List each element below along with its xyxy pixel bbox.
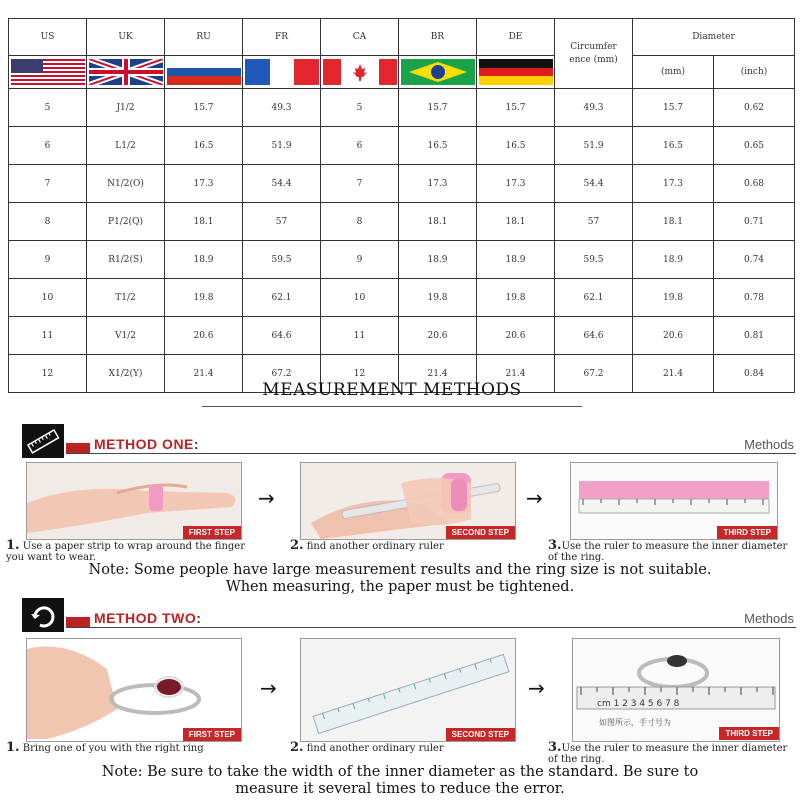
method-two-label: METHOD TWO (94, 610, 197, 626)
measurement-methods-title: MEASUREMENT METHODS (0, 380, 784, 407)
method-two-step1-image (26, 638, 242, 742)
table-cell: 0.81 (714, 317, 795, 355)
method-two-step3-image (572, 638, 780, 742)
table-cell: 6 (9, 127, 87, 165)
table-cell: 12 (321, 355, 399, 393)
table-cell: 49.3 (243, 89, 321, 127)
table-cell: 20.6 (633, 317, 714, 355)
table-cell: 18.9 (633, 241, 714, 279)
table-cell: 11 (9, 317, 87, 355)
method-two-step1-text: Bring one of you with the right ring (22, 743, 204, 754)
table-cell: 21.4 (165, 355, 243, 393)
table-row (9, 89, 795, 127)
ruler-caption: 如图所示，手寸号为 (599, 718, 671, 727)
table-cell: 18.1 (477, 203, 555, 241)
method-two-note: Note: Be sure to take the width of the inner diameter as the standard. Be sure to measure it several times to reduce the error. (101, 764, 699, 797)
table-cell: 7 (9, 165, 87, 203)
table-cell: X1/2(Y) (87, 355, 165, 393)
table-cell: 10 (9, 279, 87, 317)
table-row (9, 203, 795, 241)
table-cell: V1/2 (87, 317, 165, 355)
header-de: DE (477, 19, 555, 56)
fr-flag-icon (245, 59, 319, 85)
table-cell: 10 (321, 279, 399, 317)
table-cell: 5 (9, 89, 87, 127)
table-cell: 6 (321, 127, 399, 165)
ruler-icon (22, 424, 64, 458)
table-cell: 67.2 (555, 355, 633, 393)
table-cell: 18.1 (399, 203, 477, 241)
table-cell: 62.1 (243, 279, 321, 317)
table-cell: 18.9 (477, 241, 555, 279)
header-uk: UK (87, 19, 165, 56)
table-cell: 0.71 (714, 203, 795, 241)
header-us: US (9, 19, 87, 56)
method-one-step2-text: find another ordinary ruler (306, 541, 444, 552)
table-cell: 8 (9, 203, 87, 241)
ca-flag-icon (323, 59, 397, 85)
table-cell: 17.3 (477, 165, 555, 203)
table-cell: P1/2(Q) (87, 203, 165, 241)
table-cell: 62.1 (555, 279, 633, 317)
header-diameter: Diameter (633, 19, 795, 56)
table-cell: L1/2 (87, 127, 165, 165)
table-cell: 18.1 (165, 203, 243, 241)
table-cell: 18.9 (165, 241, 243, 279)
table-cell: 0.68 (714, 165, 795, 203)
method-one-step3-text: Use the ruler to measure the inner diameter of the ring. (548, 541, 788, 563)
step-tag: FIRST STEP (183, 728, 241, 741)
table-cell: 57 (243, 203, 321, 241)
step-tag: SECOND STEP (446, 526, 515, 539)
table-cell: 59.5 (555, 241, 633, 279)
table-cell: 15.7 (165, 89, 243, 127)
method-one-header: METHOD ONE: Methods (10, 424, 796, 458)
table-cell: 16.5 (399, 127, 477, 165)
table-cell: 51.9 (555, 127, 633, 165)
table-row (9, 241, 795, 279)
table-cell: 0.62 (714, 89, 795, 127)
table-cell: 17.3 (633, 165, 714, 203)
table-cell: 0.74 (714, 241, 795, 279)
table-cell: 20.6 (477, 317, 555, 355)
method-one-label: METHOD ONE (94, 436, 194, 452)
table-cell: 12 (9, 355, 87, 393)
table-cell: 18.9 (399, 241, 477, 279)
header-diameter-mm: (mm) (633, 56, 714, 89)
method-two-header: METHOD TWO: Methods (10, 598, 796, 632)
table-cell: 19.8 (399, 279, 477, 317)
br-flag-icon (401, 59, 475, 85)
method-one-step1-text: Use a paper strip to wrap around the finger you want to wear. (6, 541, 246, 563)
table-cell: 20.6 (165, 317, 243, 355)
step-number: 1. (6, 538, 20, 553)
method-two-step2-image (300, 638, 516, 742)
method-one-step3-image (570, 462, 778, 540)
accent-bar (66, 443, 90, 453)
table-cell: 16.5 (633, 127, 714, 165)
method-one-step2-image (300, 462, 516, 540)
step-tag: SECOND STEP (446, 728, 515, 741)
table-cell: 19.8 (477, 279, 555, 317)
table-cell: 51.9 (243, 127, 321, 165)
table-cell: 67.2 (243, 355, 321, 393)
ruler-scale: cm 1 2 3 4 5 6 7 8 (597, 699, 680, 709)
arrow-right-icon: → (258, 486, 275, 510)
header-ru: RU (165, 19, 243, 56)
ring-size-table (8, 18, 795, 393)
table-cell: 54.4 (555, 165, 633, 203)
accent-bar (66, 617, 90, 627)
header-ca: CA (321, 19, 399, 56)
step-number: 3. (548, 740, 562, 755)
step-tag: THIRD STEP (717, 526, 777, 539)
arrow-right-icon: → (260, 676, 277, 700)
table-cell: 8 (321, 203, 399, 241)
table-cell: 16.5 (477, 127, 555, 165)
table-cell: R1/2(S) (87, 241, 165, 279)
table-cell: 7 (321, 165, 399, 203)
step-number: 2. (290, 538, 304, 553)
method-two-step2-text: find another ordinary ruler (306, 743, 444, 754)
table-row (9, 317, 795, 355)
table-cell: 15.7 (633, 89, 714, 127)
step-number: 2. (290, 740, 304, 755)
method-one-step1-image (26, 462, 242, 540)
refresh-icon (22, 598, 64, 632)
table-cell: 19.8 (165, 279, 243, 317)
table-cell: 0.65 (714, 127, 795, 165)
table-cell: 21.4 (477, 355, 555, 393)
table-cell: T1/2 (87, 279, 165, 317)
step-tag: THIRD STEP (719, 727, 779, 740)
table-cell: 0.78 (714, 279, 795, 317)
table-cell: 16.5 (165, 127, 243, 165)
header-br: BR (399, 19, 477, 56)
methods-label: Methods (744, 611, 794, 626)
header-diameter-inch: (inch) (714, 56, 795, 89)
table-row (9, 279, 795, 317)
arrow-right-icon: → (528, 676, 545, 700)
de-flag-icon (479, 59, 553, 85)
table-cell: 15.7 (477, 89, 555, 127)
table-cell: 54.4 (243, 165, 321, 203)
table-cell: 18.1 (633, 203, 714, 241)
step-number: 3. (548, 538, 562, 553)
table-cell: 64.6 (555, 317, 633, 355)
table-cell: 9 (9, 241, 87, 279)
table-cell: 49.3 (555, 89, 633, 127)
table-cell: 64.6 (243, 317, 321, 355)
arrow-right-icon: → (526, 486, 543, 510)
step-number: 1. (6, 740, 20, 755)
table-row (9, 127, 795, 165)
table-cell: 11 (321, 317, 399, 355)
header-fr: FR (243, 19, 321, 56)
table-cell: 17.3 (399, 165, 477, 203)
us-flag-icon (11, 59, 85, 85)
table-cell: 17.3 (165, 165, 243, 203)
table-cell: 15.7 (399, 89, 477, 127)
methods-label: Methods (744, 437, 794, 452)
table-cell: 20.6 (399, 317, 477, 355)
table-row (9, 165, 795, 203)
table-cell: N1/2(O) (87, 165, 165, 203)
ru-flag-icon (167, 59, 241, 85)
table-cell: 21.4 (399, 355, 477, 393)
table-cell: 59.5 (243, 241, 321, 279)
table-cell: 0.84 (714, 355, 795, 393)
header-circumference: Circumfer ence (mm) (555, 19, 633, 89)
method-one-note: Note: Some people have large measurement results and the ring size is not suitable. When measuring, the paper must be tightened. (88, 562, 712, 595)
table-cell: 5 (321, 89, 399, 127)
table-cell: 57 (555, 203, 633, 241)
method-two-step3-text: Use the ruler to measure the inner diameter of the ring. (548, 743, 788, 765)
table-cell: 9 (321, 241, 399, 279)
table-cell: 19.8 (633, 279, 714, 317)
table-cell: J1/2 (87, 89, 165, 127)
step-tag: FIRST STEP (183, 526, 241, 539)
uk-flag-icon (89, 59, 163, 85)
table-cell: 21.4 (633, 355, 714, 393)
